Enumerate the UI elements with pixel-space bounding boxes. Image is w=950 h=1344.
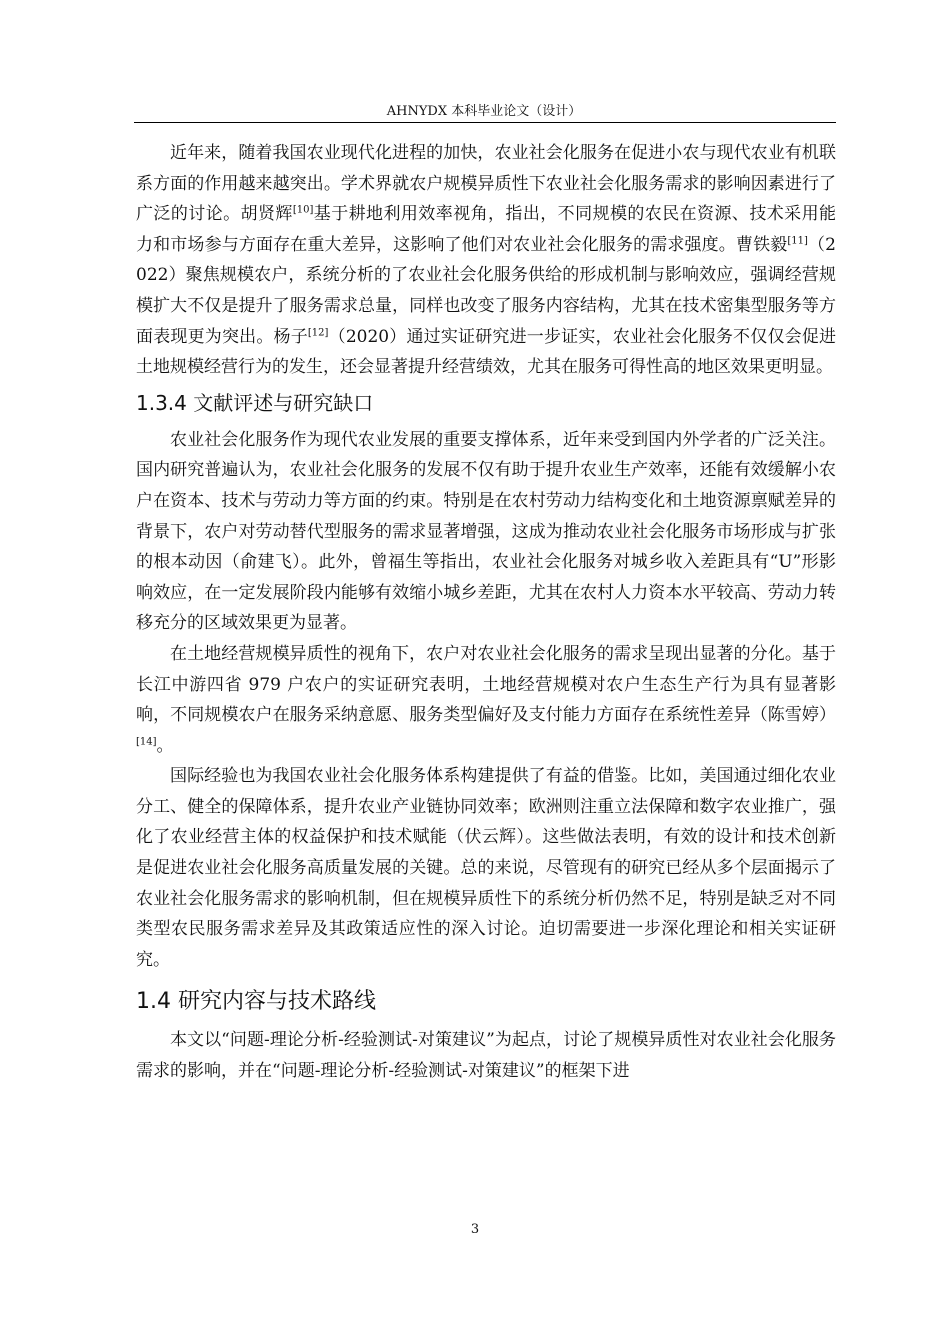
paragraph-text: （2020）通过实证研究进一步证实，农业社会化服务不仅仅会促进土地规模经营行为的发生，还会显著提升经营绩效，尤其在服务可得性高的地区效果更明显。 — [136, 326, 837, 378]
citation-ref: [11] — [787, 235, 808, 247]
paragraph-intro — [136, 138, 836, 383]
page-body — [136, 138, 836, 1087]
paragraph-text: 。 — [156, 735, 174, 756]
section-heading-1-4: 1.4 研究内容与技术路线 — [136, 989, 376, 1015]
running-header: AHNYDX 本科毕业论文（设计） — [386, 104, 582, 119]
citation-ref: [10] — [292, 204, 314, 216]
paragraph-research-content: 本文以“问题-理论分析-经验测试-对策建议”为起点，讨论了规模异质性对农业社会化服务需求的影响，并在“问题-理论分析-经验测试-对策建议”的框架下进 — [136, 1030, 836, 1082]
paragraph-text: 在土地经营规模异质性的视角下，农户对农业社会化服务的需求呈现出显著的分化。基于长江中游四省 979 户农户的实证研究表明，土地经营规模对农户生态生产行为具有显著影响，不同规模农户在服务采纳意愿、服务类型偏好及支付能力方面存在系统性差异（陈雪婷） — [136, 643, 836, 726]
paragraph-heterogeneity — [136, 639, 836, 761]
paragraph-text: 近年来，随着我国农业现代化进程的加快，农业社会化服务在促进小农与现代农业有机联系方面的作用越来越突出。学术界就农户规模异质性下农业社会化服务需求的影响因素进行了广泛的讨论。胡贤辉 — [136, 143, 836, 225]
header-rule — [134, 122, 836, 123]
page-number: 3 — [470, 1222, 480, 1237]
citation-ref: [12] — [307, 326, 329, 338]
section-heading-1-3-4: 1.3.4 文献评述与研究缺口 — [136, 390, 374, 415]
paragraph-review: 农业社会化服务作为现代农业发展的重要支撑体系，近年来受到国内外学者的广泛关注。国内研究普遍认为，农业社会化服务的发展不仅有助于提升农业生产效率，还能有效缓解小农户在资本、技术与劳动力等方面的约束。特别是在农村劳动力结构变化和土地资源禀赋差异的背景下，农户对劳动替代型服务的需求显著增强，这成为推动农业社会化服务市场形成与扩张的根本动因（俞建飞）。此外，曾福生等指出，农业社会化服务对城乡收入差距具有“U”形影响效应，在一定发展阶段内能够有效缩小城乡差距，尤其在农村人力资本水平较高、劳动力转移充分的区域效果更为显著。 — [136, 429, 836, 634]
paragraph-international: 国际经验也为我国农业社会化服务体系构建提供了有益的借鉴。比如，美国通过细化农业分工、健全的保障体系，提升农业产业链协同效率；欧洲则注重立法保障和数字农业推广，强化了农业经营主体的权益保护和技术赋能（伏云辉）。这些做法表明，有效的设计和技术创新是促进农业社会化服务高质量发展的关键。总的来说，尽管现有的研究已经从多个层面揭示了农业社会化服务需求的影响机制，但在规模异质性下的系统分析仍然不足，特别是缺乏对不同类型农民服务需求差异及其政策适应性的深入讨论。迫切需要进一步深化理论和相关实证研究。 — [136, 766, 836, 970]
citation-ref: [14] — [136, 736, 157, 748]
paragraph-text: 基于耕地利用效率视角，指出，不同规模的农民在资源、技术采用能力和市场参与方面存在重大差异，这影响了他们对农业社会化服务的需求强度。曹铁毅 — [136, 204, 837, 255]
paragraph-text: （2022）聚焦规模农户，系统分析的了农业社会化服务供给的形成机制与影响效应，强调经营规模扩大不仅是提升了服务需求总量，同样也改变了服务内容结构，尤其在技术密集型服务等方面表现更为突出。杨子 — [136, 234, 836, 347]
